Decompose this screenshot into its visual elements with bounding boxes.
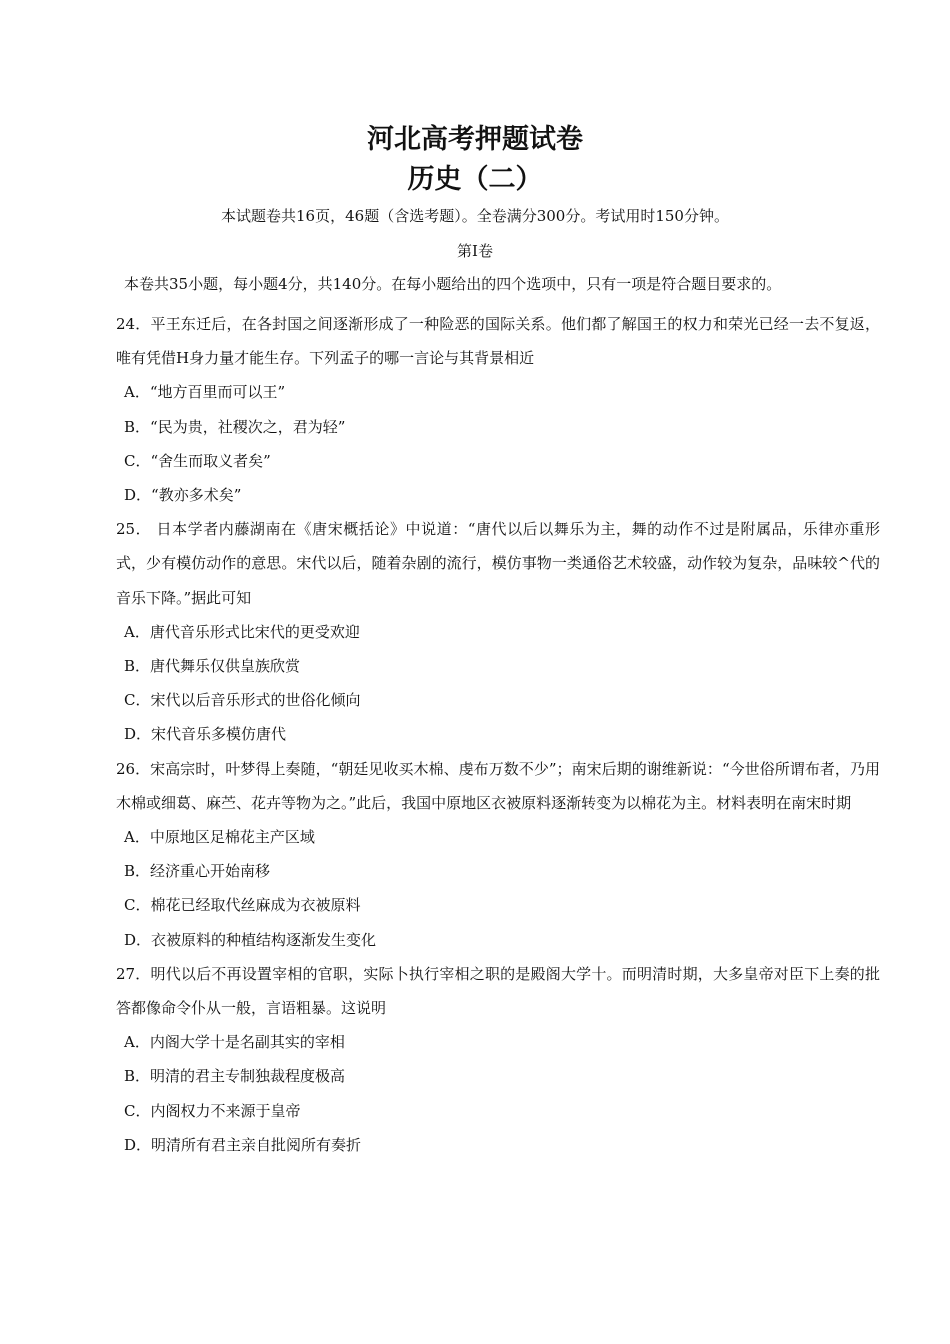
- question-25: [116, 512, 880, 751]
- question-stem: 27．明代以后不再设置宰相的官职，实际卜执行宰相之职的是殿阁大学十。而明清时期，大多皇帝对臣下上奏的批答都像命令仆从一般，言语粗暴。这说明: [116, 964, 880, 1018]
- option-a: A．中原地区足棉花主产区域: [124, 828, 315, 847]
- option-b: B．明清的君主专制独裁程度极高: [124, 1067, 346, 1086]
- option-a: A．内阁大学十是名副其实的宰相: [124, 1033, 345, 1052]
- option-list: [116, 1025, 880, 1162]
- option-d: D．衣被原料的种植结构逐渐发生变化: [124, 930, 377, 949]
- option-d: D．宋代音乐多模仿唐代: [124, 725, 287, 744]
- option-list: [116, 820, 880, 957]
- question-26: [116, 752, 880, 957]
- section-label: 第I卷: [457, 242, 493, 260]
- document-subtitle: 历史（二）: [407, 164, 543, 195]
- option-b: B．“民为贵，社稷次之，君为轻”: [124, 417, 346, 436]
- option-d: D．明清所有君主亲自批阅所有奏折: [124, 1135, 362, 1154]
- option-d: D．“教亦多术矣”: [124, 486, 242, 505]
- option-list: [116, 375, 880, 512]
- question-24: [116, 307, 880, 512]
- option-c: C．棉花已经取代丝麻成为衣被原料: [124, 896, 361, 915]
- question-stem: 24．平王东迁后，在各封国之间逐渐形成了一种险恶的国际关系。他们都了解国王的权力和荣光已经一去不复返，唯有凭借H身力量才能生存。下列孟子的哪一言论与其背景相近: [116, 315, 880, 368]
- question-stem: 26．宋高宗时，叶梦得上奏随，“朝廷见收买木棉、虔布万数不少”；南宋后期的谢维新说：“今世俗所谓布者，乃用木棉或细葛、麻苎、花卉等物为之。”此后，我国中原地区衣被原料逐渐转变为以棉花为主。材料表明在南宋时期: [116, 759, 880, 812]
- option-list: [116, 615, 880, 752]
- option-c: C．内阁权力不来源于皇帝: [124, 1101, 301, 1120]
- document-title: 河北高考押题试卷: [367, 124, 583, 155]
- option-c: C．“舍生而取义者矣”: [124, 451, 271, 470]
- section-instructions: 本卷共35小题，每小题4分，共140分。在每小题给出的四个选项中，只有一项是符合题目要求的。: [124, 275, 782, 293]
- option-b: B．经济重心开始南移: [124, 862, 271, 881]
- option-c: C．宋代以后音乐形式的世俗化倾向: [124, 691, 361, 710]
- question-27: [116, 957, 880, 1162]
- option-a: A．“地方百里而可以王”: [124, 383, 286, 402]
- exam-info: 本试题卷共16页，46题（含选考题）。全卷满分300分。考试用时150分钟。: [221, 207, 729, 225]
- question-stem: 25． 日本学者内藤湖南在《唐宋概括论》中说道：“唐代以后以舞乐为主，舞的动作不过是附属品，乐律亦重形式，少有模仿动作的意思。宋代以后，随着杂剧的流行，模仿事物一类通俗艺术较盛，动作较为复杂，品味较^代的音乐下降。”据此可知: [116, 520, 880, 607]
- option-a: A．唐代音乐形式比宋代的更受欢迎: [124, 622, 360, 641]
- question-list: [116, 307, 880, 1162]
- option-b: B．唐代舞乐仅供皇族欣赏: [124, 657, 301, 676]
